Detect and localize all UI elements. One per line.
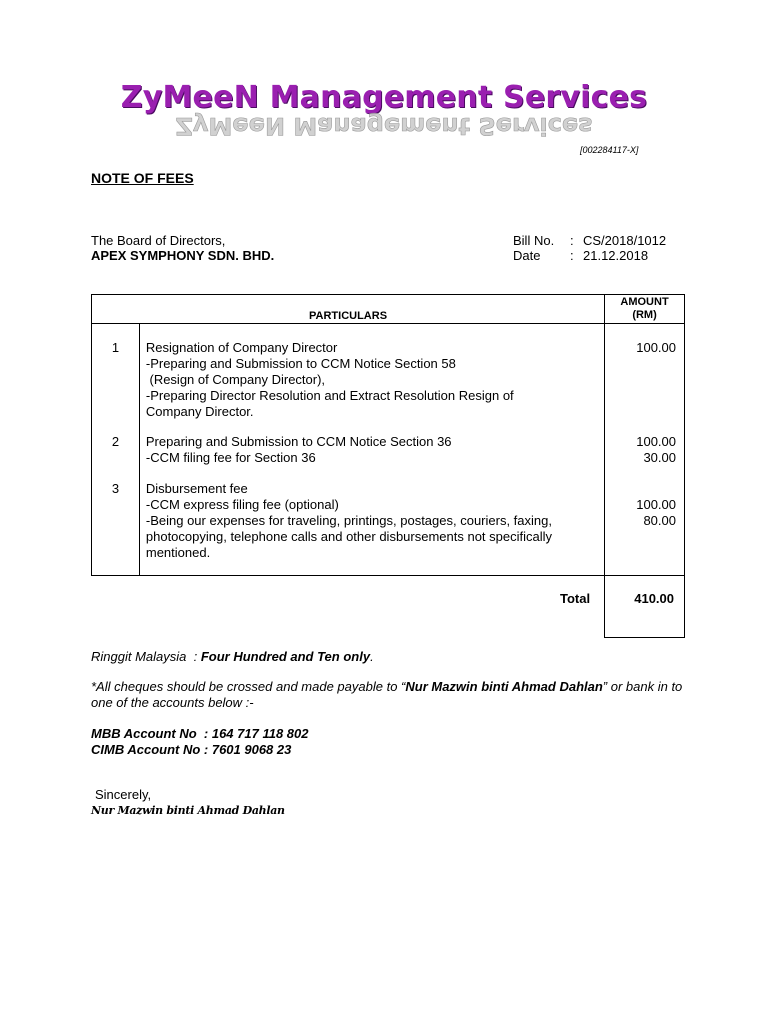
amount-in-words [91, 649, 374, 664]
company-logo-reflection: ZyMeeN Management Services [175, 112, 593, 140]
row-amount [605, 420, 685, 467]
payee-name: Nur Mazwin binti Ahmad Dahlan [405, 679, 603, 694]
amount-words-value: Four Hundred and Ten only [200, 649, 371, 664]
company-logo: ZyMeeN Management Services [120, 80, 648, 115]
total-value: 410.00 [605, 576, 685, 638]
signature: Nur Mazwin binti Ahmad Dahlan [91, 804, 285, 817]
amount-value: 100.00 [636, 434, 676, 449]
amount-words-prefix: Ringgit Malaysia : [91, 649, 201, 664]
document-title: NOTE OF FEES [91, 170, 194, 186]
particular-line: mentioned. [145, 545, 211, 560]
header-particulars: PARTICULARS [92, 295, 605, 324]
table-row [92, 467, 685, 576]
amount-value: 30.00 [643, 450, 676, 465]
amount-value: 80.00 [643, 513, 676, 528]
date-value: 21.12.2018 [583, 248, 649, 263]
table-row [92, 324, 685, 421]
header-amount-line2: (RM) [632, 309, 657, 321]
particular-line: Company Director. [145, 404, 254, 419]
row-particulars [139, 324, 604, 421]
particular-line: -Preparing and Submission to CCM Notice Section 58 [145, 356, 456, 371]
particular-line: -Preparing Director Resolution and Extract Resolution Resign of [145, 388, 514, 403]
payment-note [91, 679, 691, 711]
bill-no-label: Bill No. [513, 233, 555, 248]
date-label: Date [513, 248, 541, 263]
mbb-account: MBB Account No : 164 717 118 802 [91, 726, 309, 741]
particular-line: -Being our expenses for traveling, printings, postages, couriers, faxing, [145, 513, 552, 528]
particular-line: -CCM express filing fee (optional) [145, 497, 339, 512]
total-label: Total [559, 591, 591, 606]
amount-value: 100.00 [636, 497, 676, 512]
recipient-company: APEX SYMPHONY SDN. BHD. [91, 248, 275, 263]
row-particulars [139, 467, 604, 576]
table-header-row [92, 295, 685, 324]
particular-line: Resignation of Company Director [145, 340, 338, 355]
closing-sincerely: Sincerely, [95, 787, 152, 802]
row-number: 2 [92, 420, 140, 467]
row-amount [605, 467, 685, 576]
table-row [92, 420, 685, 467]
date-separator: : [570, 248, 574, 263]
row-particulars [139, 420, 604, 467]
particular-line: Disbursement fee [145, 481, 248, 496]
bill-no-separator: : [570, 233, 574, 248]
cimb-account: CIMB Account No : 7601 9068 23 [91, 742, 292, 757]
row-number: 1 [92, 324, 140, 421]
header-amount [605, 295, 685, 324]
particular-line: (Resign of Company Director), [145, 372, 326, 387]
recipient-line: The Board of Directors, [91, 233, 226, 248]
fees-table [91, 294, 685, 638]
total-row [92, 576, 685, 638]
row-number: 3 [92, 467, 140, 576]
bill-no-value: CS/2018/1012 [583, 233, 667, 248]
payment-note-prefix: *All cheques should be crossed and made payable to “ [91, 679, 406, 694]
particular-line: Preparing and Submission to CCM Notice Section 36 [145, 434, 452, 449]
amount-value [606, 481, 676, 497]
amount-words-suffix: . [370, 649, 374, 664]
header-amount-line1: AMOUNT [620, 296, 669, 308]
particular-line: photocopying, telephone calls and other disbursements not specifically [145, 529, 553, 544]
registration-number: [002284117-X] [580, 145, 639, 155]
amount-value: 100.00 [636, 340, 676, 355]
payment-note-suffix: ” or bank in to one of the accounts below :- [91, 679, 683, 710]
particular-line: -CCM filing fee for Section 36 [145, 450, 316, 465]
row-amount [605, 324, 685, 421]
